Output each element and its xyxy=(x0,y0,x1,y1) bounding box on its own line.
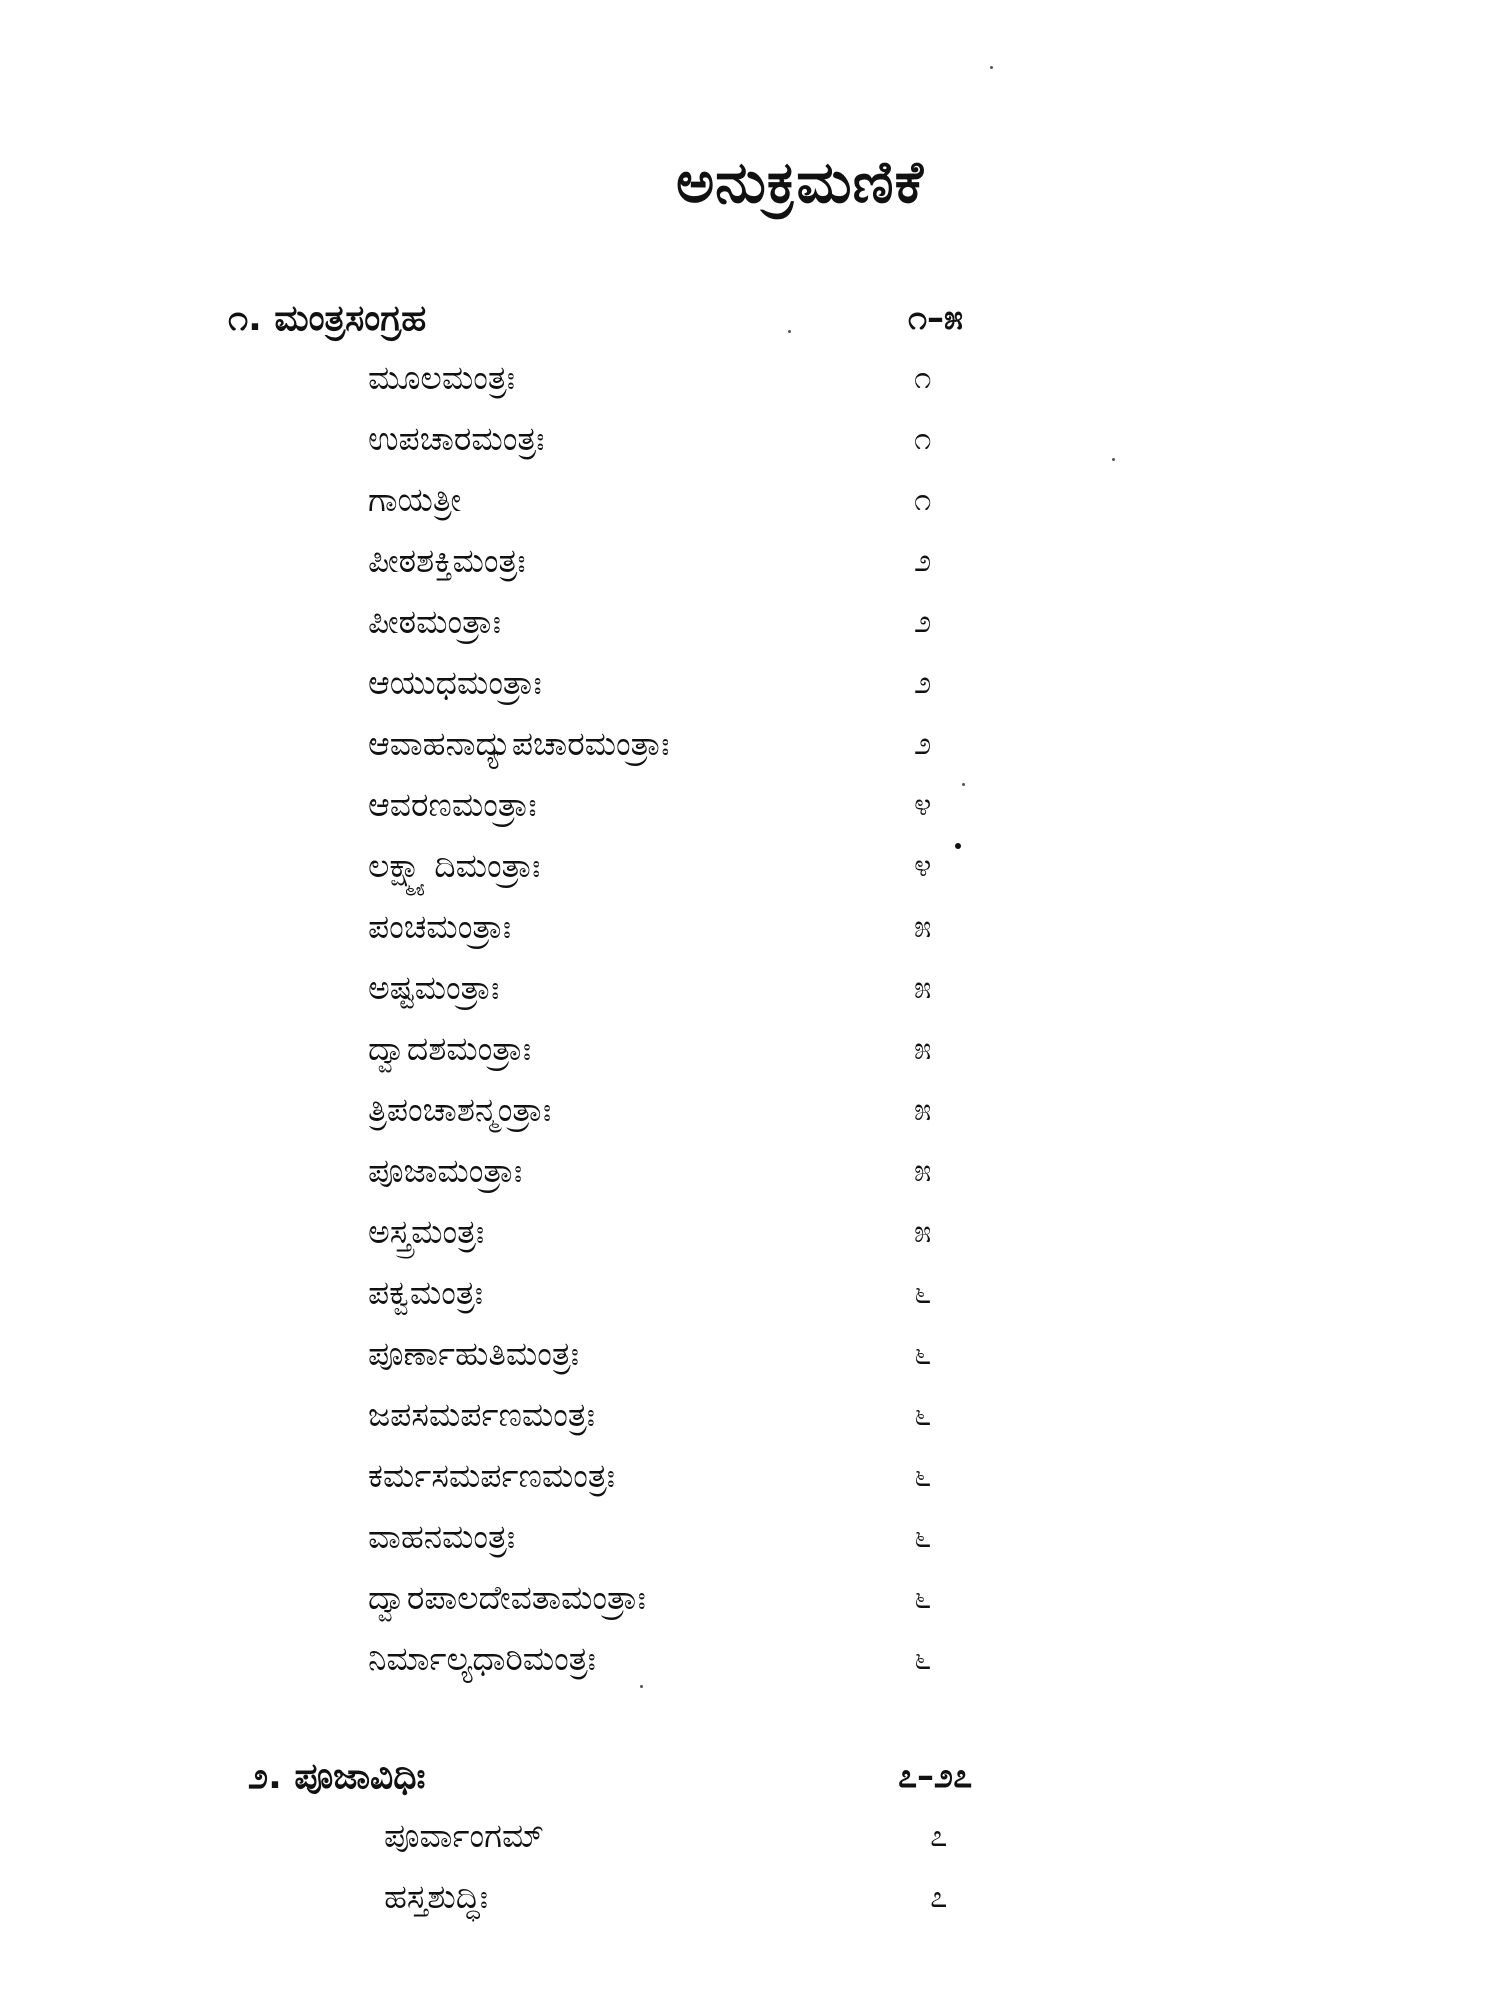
scan-speck xyxy=(1112,458,1115,461)
section-pujavidhi xyxy=(0,1756,1500,1938)
toc-entry xyxy=(0,1877,1500,1938)
toc-entry-label: ಗಾಯತ್ರೀ xyxy=(368,480,462,519)
toc-entry xyxy=(0,1029,1500,1090)
section-page-range: ೭–೨೭ xyxy=(898,1756,973,1796)
toc-entry-page: ೪ xyxy=(914,787,932,823)
toc-entry-label: ನಿರ್ಮಾಲ್ಯಧಾರಿಮಂತ್ರಃ xyxy=(368,1639,596,1678)
toc-entry-page: ೬ xyxy=(914,1336,932,1372)
toc-entry xyxy=(0,1578,1500,1639)
toc-entry-label: ದ್ವಾರಪಾಲದೇವತಾಮಂತ್ರಾಃ xyxy=(368,1578,646,1617)
toc-entry-page: ೨ xyxy=(914,543,932,579)
toc-entry xyxy=(0,1151,1500,1212)
scan-speck xyxy=(640,1685,643,1688)
toc-entry-page: ೨ xyxy=(914,604,932,640)
toc-entry-page: ೨ xyxy=(914,665,932,701)
toc-entry-label: ಪೀಠಶಕ್ತಿಮಂತ್ರಃ xyxy=(368,541,526,580)
section-title: ೧. ಮಂತ್ರಸಂಗ್ರಹ xyxy=(228,298,427,339)
toc-entry-page: ೬ xyxy=(914,1641,932,1677)
toc-entry-label: ಪಂಚಮಂತ್ರಾಃ xyxy=(368,907,512,946)
toc-entry-label: ಪೂಜಾಮಂತ್ರಾಃ xyxy=(368,1151,523,1190)
toc-entry-page: ೪ xyxy=(914,848,932,884)
toc-entry xyxy=(0,1273,1500,1334)
toc-entry xyxy=(0,1456,1500,1517)
section-header xyxy=(0,1756,1500,1816)
toc-entry-page: ೧ xyxy=(914,421,932,457)
section-header xyxy=(0,298,1500,358)
toc-entry xyxy=(0,1517,1500,1578)
section-page-range: ೧–೫ xyxy=(908,298,964,338)
toc-entry xyxy=(0,1212,1500,1273)
toc-entry-label: ಜಪಸಮರ್ಪಣಮಂತ್ರಃ xyxy=(368,1395,595,1434)
toc-entry-label: ಕರ್ಮಸಮರ್ಪಣಮಂತ್ರಃ xyxy=(368,1456,615,1495)
toc-entry xyxy=(0,1816,1500,1877)
toc-entry-label: ಉಪಚಾರಮಂತ್ರಃ xyxy=(368,419,545,458)
toc-entry-label: ಆವರಣಮಂತ್ರಾಃ xyxy=(368,785,537,824)
toc-entry-page: ೭ xyxy=(930,1818,948,1854)
scan-speck xyxy=(955,843,961,849)
toc-entry-label: ತ್ರಿಪಂಚಾಶನ್ಮಂತ್ರಾಃ xyxy=(368,1090,552,1129)
toc-entry xyxy=(0,541,1500,602)
toc-entry-label: ಪಕ್ವಮಂತ್ರಃ xyxy=(368,1273,484,1312)
toc-entry xyxy=(0,358,1500,419)
toc-entry xyxy=(0,1090,1500,1151)
toc-entry xyxy=(0,968,1500,1029)
toc-entry-label: ಪೂರ್ವಾಂಗಮ್ xyxy=(384,1816,545,1855)
toc-entry-page: ೫ xyxy=(914,1153,932,1189)
toc-entry-page: ೫ xyxy=(914,1031,932,1067)
toc-entry-page: ೫ xyxy=(914,970,932,1006)
toc-entry xyxy=(0,419,1500,480)
toc-entry xyxy=(0,907,1500,968)
section-mantrasangraha xyxy=(0,298,1500,1700)
section-title: ೨. ಪೂಜಾವಿಧಿಃ xyxy=(248,1756,426,1797)
toc-entry xyxy=(0,480,1500,541)
toc-entry-label: ಹಸ್ತಶುದ್ಧಿಃ xyxy=(384,1877,488,1916)
toc-entry-page: ೭ xyxy=(930,1879,948,1915)
toc-entry-label: ವಾಹನಮಂತ್ರಃ xyxy=(368,1517,516,1556)
toc-entry-label: ಮೂಲಮಂತ್ರಃ xyxy=(368,358,515,397)
toc-entry-label: ಆಯುಧಮಂತ್ರಾಃ xyxy=(368,663,542,702)
scan-speck xyxy=(962,783,965,786)
toc-entry-label: ಪೀಠಮಂತ್ರಾಃ xyxy=(368,602,501,641)
toc-entry-page: ೫ xyxy=(914,1092,932,1128)
page-title: ಅನುಕ್ರಮಣಿಕೆ xyxy=(675,148,925,216)
toc-entry-page: ೬ xyxy=(914,1458,932,1494)
toc-entry-page: ೧ xyxy=(914,360,932,396)
toc-entry xyxy=(0,724,1500,785)
toc-entry-page: ೨ xyxy=(914,726,932,762)
toc-entry-label: ಆವಾಹನಾದ್ಯುಪಚಾರಮಂತ್ರಾಃ xyxy=(368,724,670,763)
toc-entry-label: ಅಷ್ಟಮಂತ್ರಾಃ xyxy=(368,968,500,1007)
scan-speck xyxy=(788,330,791,333)
toc-entry xyxy=(0,602,1500,663)
scan-speck xyxy=(990,66,993,69)
toc-entry-page: ೬ xyxy=(914,1275,932,1311)
toc-entry-label: ಅಸ್ತ್ರಮಂತ್ರಃ xyxy=(368,1212,485,1251)
toc-entry-page: ೫ xyxy=(914,1214,932,1250)
toc-entry-page: ೧ xyxy=(914,482,932,518)
toc-entry xyxy=(0,846,1500,907)
toc-entry xyxy=(0,785,1500,846)
toc-entry xyxy=(0,1395,1500,1456)
toc-entry-page: ೬ xyxy=(914,1580,932,1616)
toc-entry xyxy=(0,663,1500,724)
toc-entry-page: ೬ xyxy=(914,1397,932,1433)
toc-entry xyxy=(0,1639,1500,1700)
toc-entry-page: ೬ xyxy=(914,1519,932,1555)
toc-entry-label: ಲಕ್ಷ್ಮ್ಯಾದಿಮಂತ್ರಾಃ xyxy=(368,846,541,885)
toc-entry-label: ಪೂರ್ಣಾಹುತಿಮಂತ್ರಃ xyxy=(368,1334,579,1373)
toc-entry xyxy=(0,1334,1500,1395)
toc-entry-page: ೫ xyxy=(914,909,932,945)
toc-entry-label: ದ್ವಾದಶಮಂತ್ರಾಃ xyxy=(368,1029,532,1068)
